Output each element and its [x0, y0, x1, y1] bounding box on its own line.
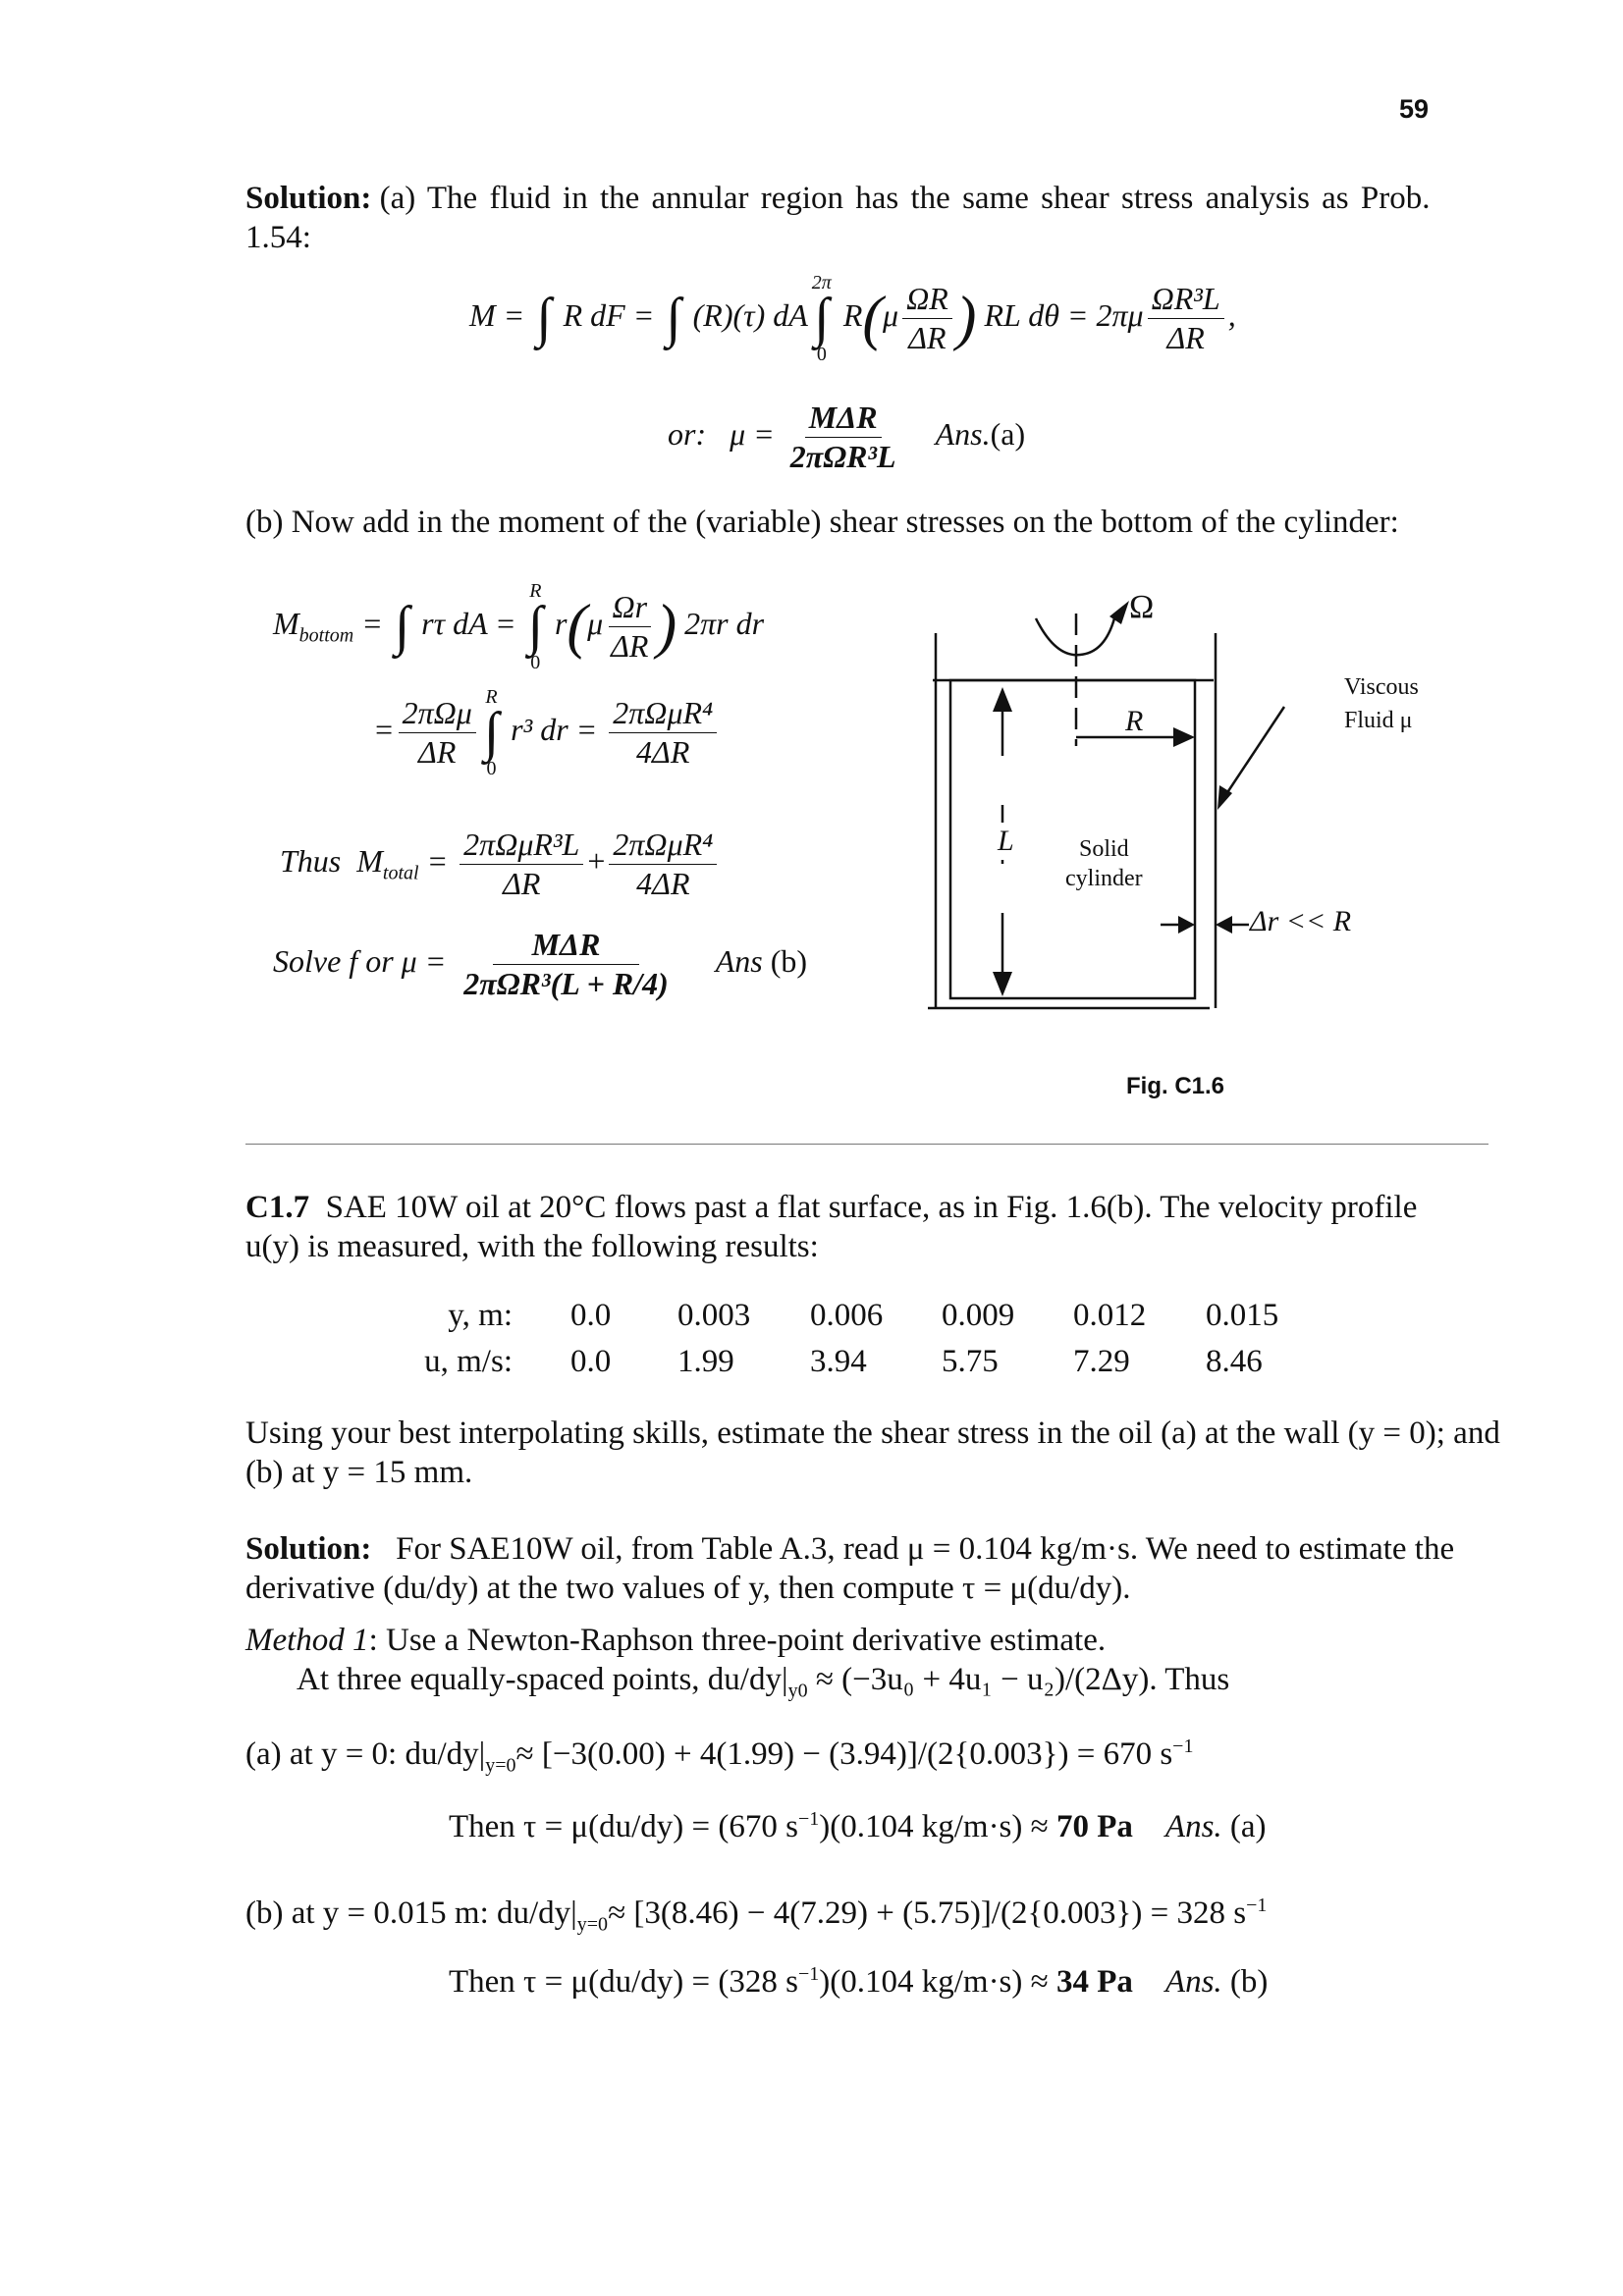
- table-cell: 7.29: [1073, 1344, 1130, 1379]
- length-arrow-up: [993, 687, 1012, 712]
- equation-m-bottom-2: = $\frac{\text{2πΩμ}}{\Delta R}$ R ∫ 0 r³ dr = $\frac{\text{2πΩμR⁴}}{4\Delta R}$: [373, 687, 721, 778]
- part-b-shear-stress: Then τ = μ(du/dy) = (328 $s^{-1})(0.104$ kg/m·s) ≈ 34 Pa Ans. (b): [449, 1963, 1269, 2000]
- fraction: $\frac{\Omega R}{\Delta R}$: [902, 282, 952, 355]
- omega-label: Ω: [1129, 589, 1155, 625]
- table-cell: 0.006: [810, 1298, 884, 1333]
- fraction: $\frac{\text{ΩR³L}}{\Delta R}$: [1148, 282, 1224, 355]
- table-cell: 8.46: [1206, 1344, 1263, 1379]
- figure-caption: Fig. C1.6: [1126, 1073, 1225, 1099]
- table-cell: 5.75: [942, 1344, 999, 1379]
- solid-cylinder-label: Solid cylinder: [1065, 836, 1143, 891]
- eq-part: μ: [883, 296, 899, 333]
- answer-value: 70 Pa: [1056, 1809, 1133, 1844]
- eq-part: or:: [668, 416, 707, 453]
- page-number: 59: [1399, 94, 1430, 124]
- fraction: $\frac{\text{MΔR}}{\text{2πΩR³L}}$: [789, 400, 896, 475]
- part-a-shear-stress: Then τ = μ(du/dy) = (670 $s^{-1})(0.104$ kg/m·s) ≈ 70 Pa Ans. (a): [449, 1808, 1267, 1844]
- table-cell: 1.99: [677, 1344, 734, 1379]
- table-cell: 0.012: [1073, 1298, 1147, 1333]
- solution-a-text: (a) The fluid in the annular region has the same shear stress analysis as Prob.: [379, 181, 1431, 216]
- integral-sign: ∫: [666, 288, 681, 348]
- integral-sign: ∫: [536, 288, 552, 348]
- velocity-profile-table: [0, 1298, 1623, 1386]
- figure-c1-6-diagram: [0, 0, 1623, 1139]
- table-cell: 0.0: [570, 1298, 612, 1333]
- part-a-derivative: (a) at y = 0: $du/dy|_{y=0}\approx [-3(0.00) + 4(1.99) - (3.94)]/(2\{0.003\}) = 670$ $s^{-1}$: [245, 1735, 1194, 1777]
- integral-sign: 2π ∫ 0: [811, 272, 832, 366]
- problem-c17-line1: [245, 1190, 1417, 1226]
- viscous-fluid-label: Viscous Fluid μ: [1344, 674, 1419, 733]
- solution-label: Solution:: [245, 1531, 372, 1567]
- eq-part: R: [835, 296, 863, 333]
- solution-text: For SAE10W oil, from Table A.3, read μ = 0.104 kg/m·s. We need to estimate the: [396, 1531, 1455, 1567]
- equation-m-total: Thus $M_{total}$ = $\frac{\text{2πΩμR³L}}{\Delta R}$ + $\frac{\text{2πΩμR⁴}}{4\Delta R}$: [280, 828, 721, 901]
- solution-b-text: (b) Now add in the moment of the (variable) shear stresses on the bottom of the cylinder:: [245, 505, 1399, 540]
- answer-label: Ans: [715, 943, 763, 980]
- eq-part: μ =: [730, 416, 783, 453]
- gap-label: Δr << R: [1250, 905, 1352, 937]
- question-line1: Using your best interpolating skills, estimate the shear stress in the oil (a) at the wall (y = 0); and: [245, 1415, 1500, 1451]
- equation-mu-b: Solve f or μ = $\frac{\text{MΔR}}{\text{2πΩR³(L + R/4)}}$ Ans (b): [273, 927, 808, 1002]
- radius-label: R: [1125, 705, 1144, 737]
- section-divider: [245, 1144, 1488, 1145]
- eq-part: R dF =: [555, 296, 663, 333]
- method-line: Method 1: Use a Newton-Raphson three-point derivative estimate.: [245, 1623, 1107, 1658]
- table-cell: 0.003: [677, 1298, 751, 1333]
- table-cell: 0.015: [1206, 1298, 1279, 1333]
- solution-c17-line1: [245, 1531, 1454, 1568]
- part-b-derivative: (b) at y = 0.015 m: $du/dy|_{y=0}\approx [3(8.46) - 4(7.29) + (5.75)]/(2\{0.003\}) = 328$ $s^{-1}$: [245, 1895, 1268, 1936]
- answer-label: Ans.: [935, 416, 991, 453]
- answer-part: (a): [990, 416, 1026, 453]
- problem-c17-line2: u(y) is measured, with the following results:: [245, 1229, 819, 1264]
- table-cell: 0.0: [570, 1344, 612, 1379]
- radius-arrowhead: [1173, 727, 1195, 747]
- three-point-formula: At three equally-spaced points, $du/dy|_{y0} \approx (-3u_0 + 4u_1 - u_2)/(2\Delta y)$. Thus: [297, 1662, 1230, 1702]
- table-row-label-y: y, m:: [448, 1298, 513, 1333]
- solution-a-line2: 1.54:: [245, 220, 311, 255]
- solution-c17-line2: derivative (du/dy) at the two values of y, then compute τ = μ(du/dy).: [245, 1571, 1131, 1606]
- gap-arrowhead-right: [1216, 916, 1232, 934]
- table-cell: 0.009: [942, 1298, 1015, 1333]
- length-arrow-down: [993, 972, 1012, 996]
- gap-arrowhead-left: [1178, 916, 1195, 934]
- length-label: L: [998, 823, 1014, 860]
- eq-part: (R)(τ) dA: [684, 296, 808, 333]
- fluid-pointer-line: [1222, 707, 1284, 800]
- solution-label: Solution:: [245, 181, 372, 216]
- question-line2: (b) at y = 15 mm.: [245, 1455, 473, 1490]
- eq-part: M =: [469, 296, 533, 333]
- equation-m-bottom: $M_{bottom}$ = ∫ rτ dA = R ∫ 0 r(μ $\frac{\Omega r}{\Delta R}$ ) 2πr dr: [273, 580, 765, 674]
- eq-part: RL dθ = 2πμ: [976, 296, 1144, 333]
- integral-sign: R ∫ 0: [527, 580, 543, 674]
- answer-value: 34 Pa: [1056, 1964, 1133, 2000]
- equation-moment: M = ∫ R dF = ∫ (R)(τ) dA 2π ∫ 0 R(μ $\frac{\Omega R}{\Delta R}$ ) RL dθ = 2πμ $\frac{\text{ΩR³L}}{\Delta R}$ ,: [469, 272, 1236, 366]
- problem-text: SAE 10W oil at 20°C flows past a flat surface, as in Fig. 1.6(b). The velocity profile: [325, 1190, 1418, 1225]
- table-cell: 3.94: [810, 1344, 867, 1379]
- table-row-label-u: u, m/s:: [424, 1344, 513, 1379]
- problem-label: C1.7: [245, 1190, 310, 1225]
